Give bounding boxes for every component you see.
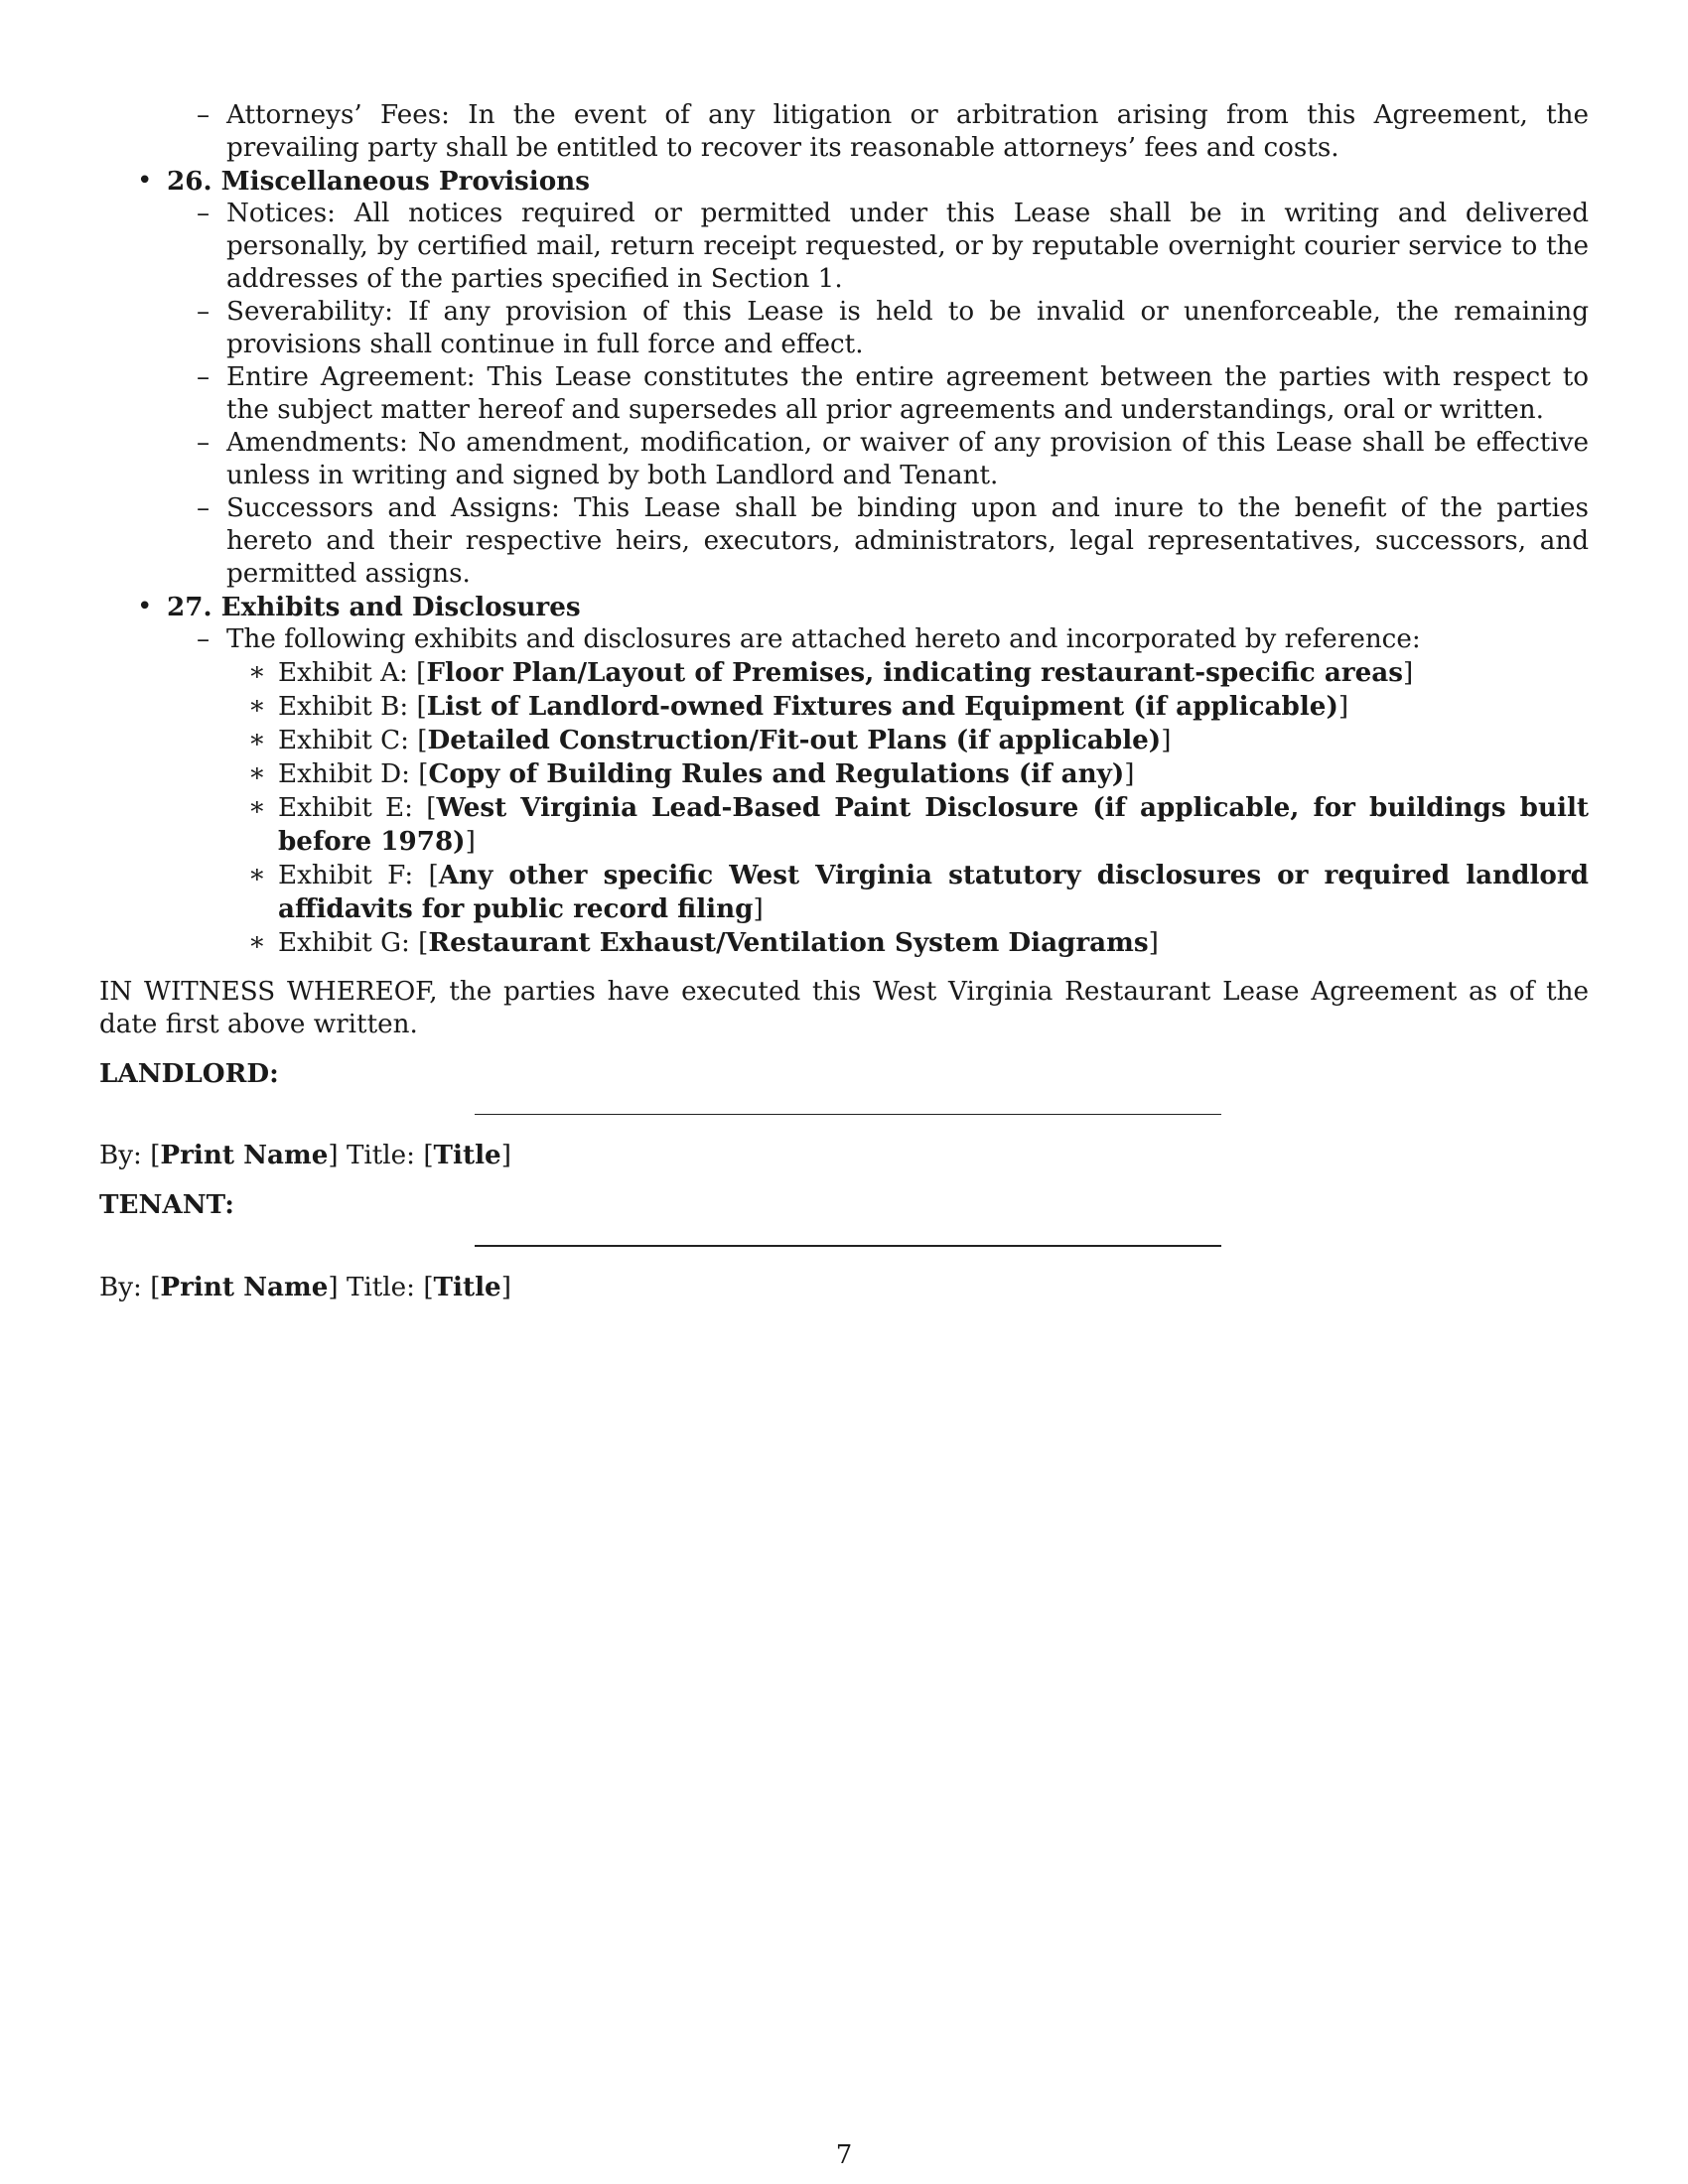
tenant-title-placeholder: Title <box>433 1272 501 1302</box>
exhibit-f-text: Any other specific West Virginia statutory disclosures or required landlord affidavits for public record filing <box>278 860 1589 924</box>
amendments-clause: – Amendments: No amendment, modification, or waiver of any provision of this Lease shall be effective unless in writing and signed by both Landlord and Tenant. <box>226 427 1589 492</box>
exhibit-a-text: Floor Plan/Layout of Premises, indicating restaurant-specific areas <box>426 657 1403 688</box>
landlord-by-line: By: [Print Name] Title: [Title] <box>99 1140 511 1170</box>
entire-agreement-clause: – Entire Agreement: This Lease constitutes the entire agreement between the parties with respect to the subject matter hereof and supersedes all prior agreements and understandings, oral or written. <box>226 361 1589 427</box>
exhibit-a: ∗ Exhibit A: [Floor Plan/Layout of Premises, indicating restaurant-specific areas] <box>278 656 1589 690</box>
exhibit-f-label: Exhibit F: <box>278 861 414 890</box>
exhibit-d: ∗ Exhibit D: [Copy of Building Rules and Regulations (if any)] <box>278 757 1589 791</box>
exhibit-c: ∗ Exhibit C: [Detailed Construction/Fit-out Plans (if applicable)] <box>278 724 1589 757</box>
exhibit-a-label: Exhibit A: <box>278 658 408 688</box>
exhibit-d-label: Exhibit D: <box>278 759 410 789</box>
exhibit-e-text: West Virginia Lead-Based Paint Disclosure (if applicable, for buildings built before 1978) <box>278 792 1589 857</box>
landlord-title-placeholder: Title <box>433 1140 501 1170</box>
exhibit-g-text: Restaurant Exhaust/Ventilation System Diagrams <box>428 927 1149 958</box>
exhibit-g: ∗ Exhibit G: [Restaurant Exhaust/Ventilation System Diagrams] <box>278 926 1589 960</box>
landlord-signature-line[interactable] <box>475 1114 1221 1115</box>
tenant-by-line: By: [Print Name] Title: [Title] <box>99 1272 511 1302</box>
exhibit-d-text: Copy of Building Rules and Regulations (if any) <box>428 758 1125 789</box>
page-number: 7 <box>835 2140 853 2170</box>
section-26-heading: • 26. Miscellaneous Provisions <box>167 165 1589 198</box>
landlord-title-label: Title: <box>346 1141 415 1170</box>
section-27-heading: • 27. Exhibits and Disclosures <box>167 591 1589 623</box>
exhibit-b: ∗ Exhibit B: [List of Landlord-owned Fixtures and Equipment (if applicable)] <box>278 690 1589 724</box>
exhibit-b-label: Exhibit B: <box>278 692 409 722</box>
landlord-by-label: By: <box>99 1141 142 1170</box>
exhibits-intro: – The following exhibits and disclosures are attached hereto and incorporated by reference: <box>226 623 1589 656</box>
document-page <box>99 99 1589 1304</box>
tenant-title-label: Title: <box>346 1273 415 1302</box>
exhibit-b-text: List of Landlord-owned Fixtures and Equipment (if applicable) <box>426 691 1338 722</box>
tenant-label: TENANT: <box>99 1189 234 1220</box>
exhibit-c-label: Exhibit C: <box>278 726 409 755</box>
exhibit-e-label: Exhibit E: <box>278 793 413 823</box>
exhibit-e: ∗ Exhibit E: [West Virginia Lead-Based Paint Disclosure (if applicable, for buildings built before 1978)] <box>278 791 1589 859</box>
successors-clause: – Successors and Assigns: This Lease shall be binding upon and inure to the benefit of the parties hereto and their respective heirs, executors, administrators, legal representatives, successors, and permitted assigns. <box>226 492 1589 591</box>
exhibit-f: ∗ Exhibit F: [Any other specific West Virginia statutory disclosures or required landlord affidavits for public record filing] <box>278 859 1589 926</box>
witness-statement: IN WITNESS WHEREOF, the parties have executed this West Virginia Restaurant Lease Agreement as of the date first above written. <box>99 977 1589 1039</box>
exhibit-c-text: Detailed Construction/Fit-out Plans (if applicable) <box>427 725 1162 755</box>
tenant-signature-line[interactable] <box>475 1245 1221 1247</box>
notices-clause: – Notices: All notices required or permitted under this Lease shall be in writing and delivered personally, by certified mail, return receipt requested, or by reputable overnight courier service to the addresses of the parties specified in Section 1. <box>226 198 1589 296</box>
landlord-name-placeholder: Print Name <box>160 1140 329 1170</box>
landlord-label: LANDLORD: <box>99 1058 279 1089</box>
tenant-by-label: By: <box>99 1273 142 1302</box>
exhibit-g-label: Exhibit G: <box>278 928 410 958</box>
severability-clause: – Severability: If any provision of this Lease is held to be invalid or unenforceable, the remaining provisions shall continue in full force and effect. <box>226 296 1589 361</box>
attorneys-fees-clause: – Attorneys’ Fees: In the event of any litigation or arbitration arising from this Agreement, the prevailing party shall be entitled to recover its reasonable attorneys’ fees and costs. <box>226 99 1589 165</box>
tenant-name-placeholder: Print Name <box>160 1272 329 1302</box>
